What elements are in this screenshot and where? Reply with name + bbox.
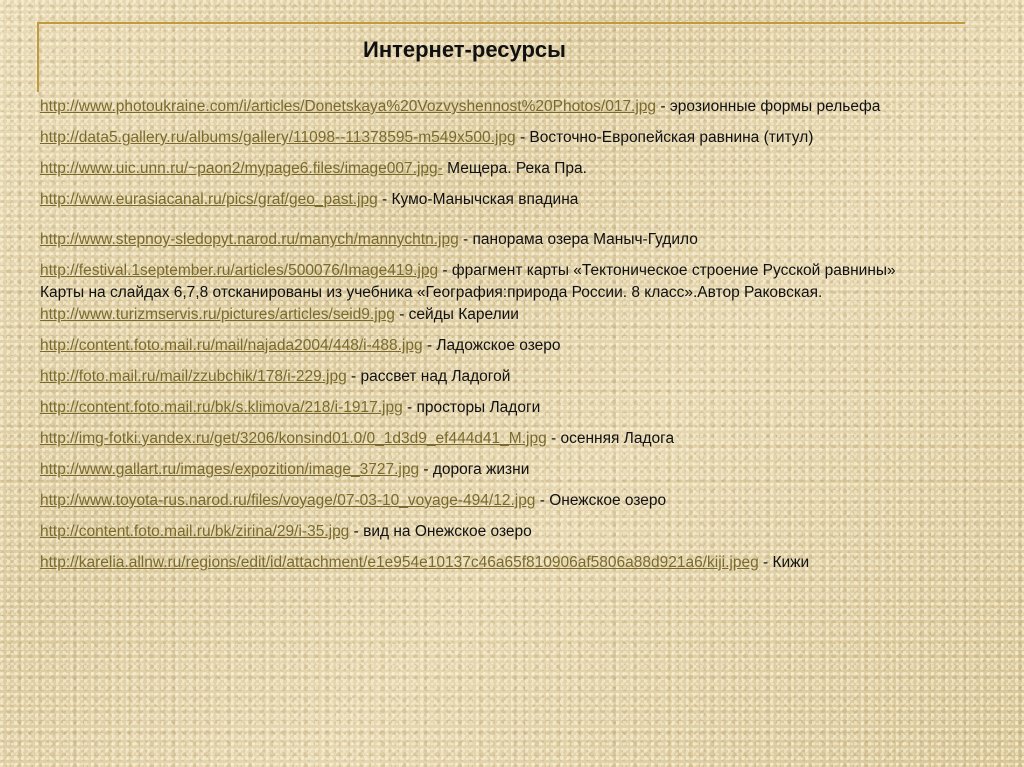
resource-description: - Кумо-Манычская впадина xyxy=(377,191,579,208)
resource-description: - осенняя Ладога xyxy=(546,430,675,447)
resource-description: - Кижи xyxy=(758,554,810,571)
resource-entry xyxy=(40,397,980,419)
resource-entry xyxy=(40,260,980,282)
resource-entry xyxy=(40,304,980,326)
resource-description: - Восточно-Европейская равнина (титул) xyxy=(515,129,814,146)
resource-list xyxy=(40,96,980,574)
resource-link[interactable]: http://www.turizmservis.ru/pictures/articles/seid9.jpg xyxy=(40,306,395,323)
resource-description: Мещера. Река Пра. xyxy=(442,160,587,177)
resource-entry xyxy=(40,490,980,512)
resource-entry xyxy=(40,459,980,481)
resource-description: - Ладожское озеро xyxy=(422,337,561,354)
resource-description: - панорама озера Маныч-Гудило xyxy=(458,231,698,248)
resource-description: - вид на Онежское озеро xyxy=(349,523,532,540)
resource-link[interactable]: http://data5.gallery.ru/albums/gallery/11098--11378595-m549x500.jpg xyxy=(40,129,516,146)
resource-entry xyxy=(40,189,980,211)
resource-link[interactable]: http://www.stepnoy-sledopyt.narod.ru/manych/mannychtn.jpg xyxy=(40,231,459,248)
resource-description: - просторы Ладоги xyxy=(402,399,541,416)
resource-link[interactable]: http://festival.1september.ru/articles/500076/Image419.jpg xyxy=(40,262,439,279)
resource-description: - эрозионные формы рельефа xyxy=(656,98,881,115)
resource-entry xyxy=(40,127,980,149)
resource-entry xyxy=(40,158,980,180)
resource-description: - дорога жизни xyxy=(419,461,530,478)
resource-link[interactable]: http://img-fotki.yandex.ru/get/3206/konsind01.0/0_1d3d9_ef444d41_M.jpg xyxy=(40,430,547,447)
source-note: Карты на слайдах 6,7,8 отсканированы из учебника «География:природа России. 8 класс».Автор Раковская. xyxy=(40,284,823,301)
resource-entry xyxy=(40,229,980,251)
resource-link[interactable]: http://content.foto.mail.ru/bk/zirina/29/i-35.jpg xyxy=(40,523,350,540)
resource-entry xyxy=(40,96,980,118)
resource-link[interactable]: http://content.foto.mail.ru/mail/najada2004/448/i-488.jpg xyxy=(40,337,423,354)
frame-left-line xyxy=(37,22,39,92)
resource-link[interactable]: http://foto.mail.ru/mail/zzubchik/178/i-229.jpg xyxy=(40,368,347,385)
resource-description: - фрагмент карты «Тектоническое строение Русской равнины» xyxy=(438,262,896,279)
resource-description: - Онежское озеро xyxy=(535,492,667,509)
slide-title: Интернет-ресурсы xyxy=(363,37,566,62)
resource-link[interactable]: http://content.foto.mail.ru/bk/s.klimova/218/i-1917.jpg xyxy=(40,399,403,416)
resource-link[interactable]: http://karelia.allnw.ru/regions/edit/id/attachment/e1e954e10137c46a65f810906af5806a88d921a6/kiji.jpeg xyxy=(40,554,759,571)
resource-description: - сейды Карелии xyxy=(394,306,519,323)
resource-entry xyxy=(40,428,980,450)
resource-link[interactable]: http://www.gallart.ru/images/expozition/image_3727.jpg xyxy=(40,461,420,478)
frame-top-line xyxy=(37,22,965,24)
resource-link[interactable]: http://www.photoukraine.com/i/articles/Donetskaya%20Vozvyshennost%20Photos/017.jpg xyxy=(40,98,657,115)
resource-entry xyxy=(40,335,980,357)
resource-link[interactable]: http://www.eurasiacanal.ru/pics/graf/geo_past.jpg xyxy=(40,191,378,208)
resource-link[interactable]: http://www.uic.unn.ru/~paon2/mypage6.files/image007.jpg- xyxy=(40,160,443,177)
resource-link[interactable]: http://www.toyota-rus.narod.ru/files/voyage/07-03-10_voyage-494/12.jpg xyxy=(40,492,536,509)
resource-entry xyxy=(40,521,980,543)
resource-entry xyxy=(40,552,980,574)
resource-description: - рассвет над Ладогой xyxy=(346,368,511,385)
resource-entry xyxy=(40,366,980,388)
